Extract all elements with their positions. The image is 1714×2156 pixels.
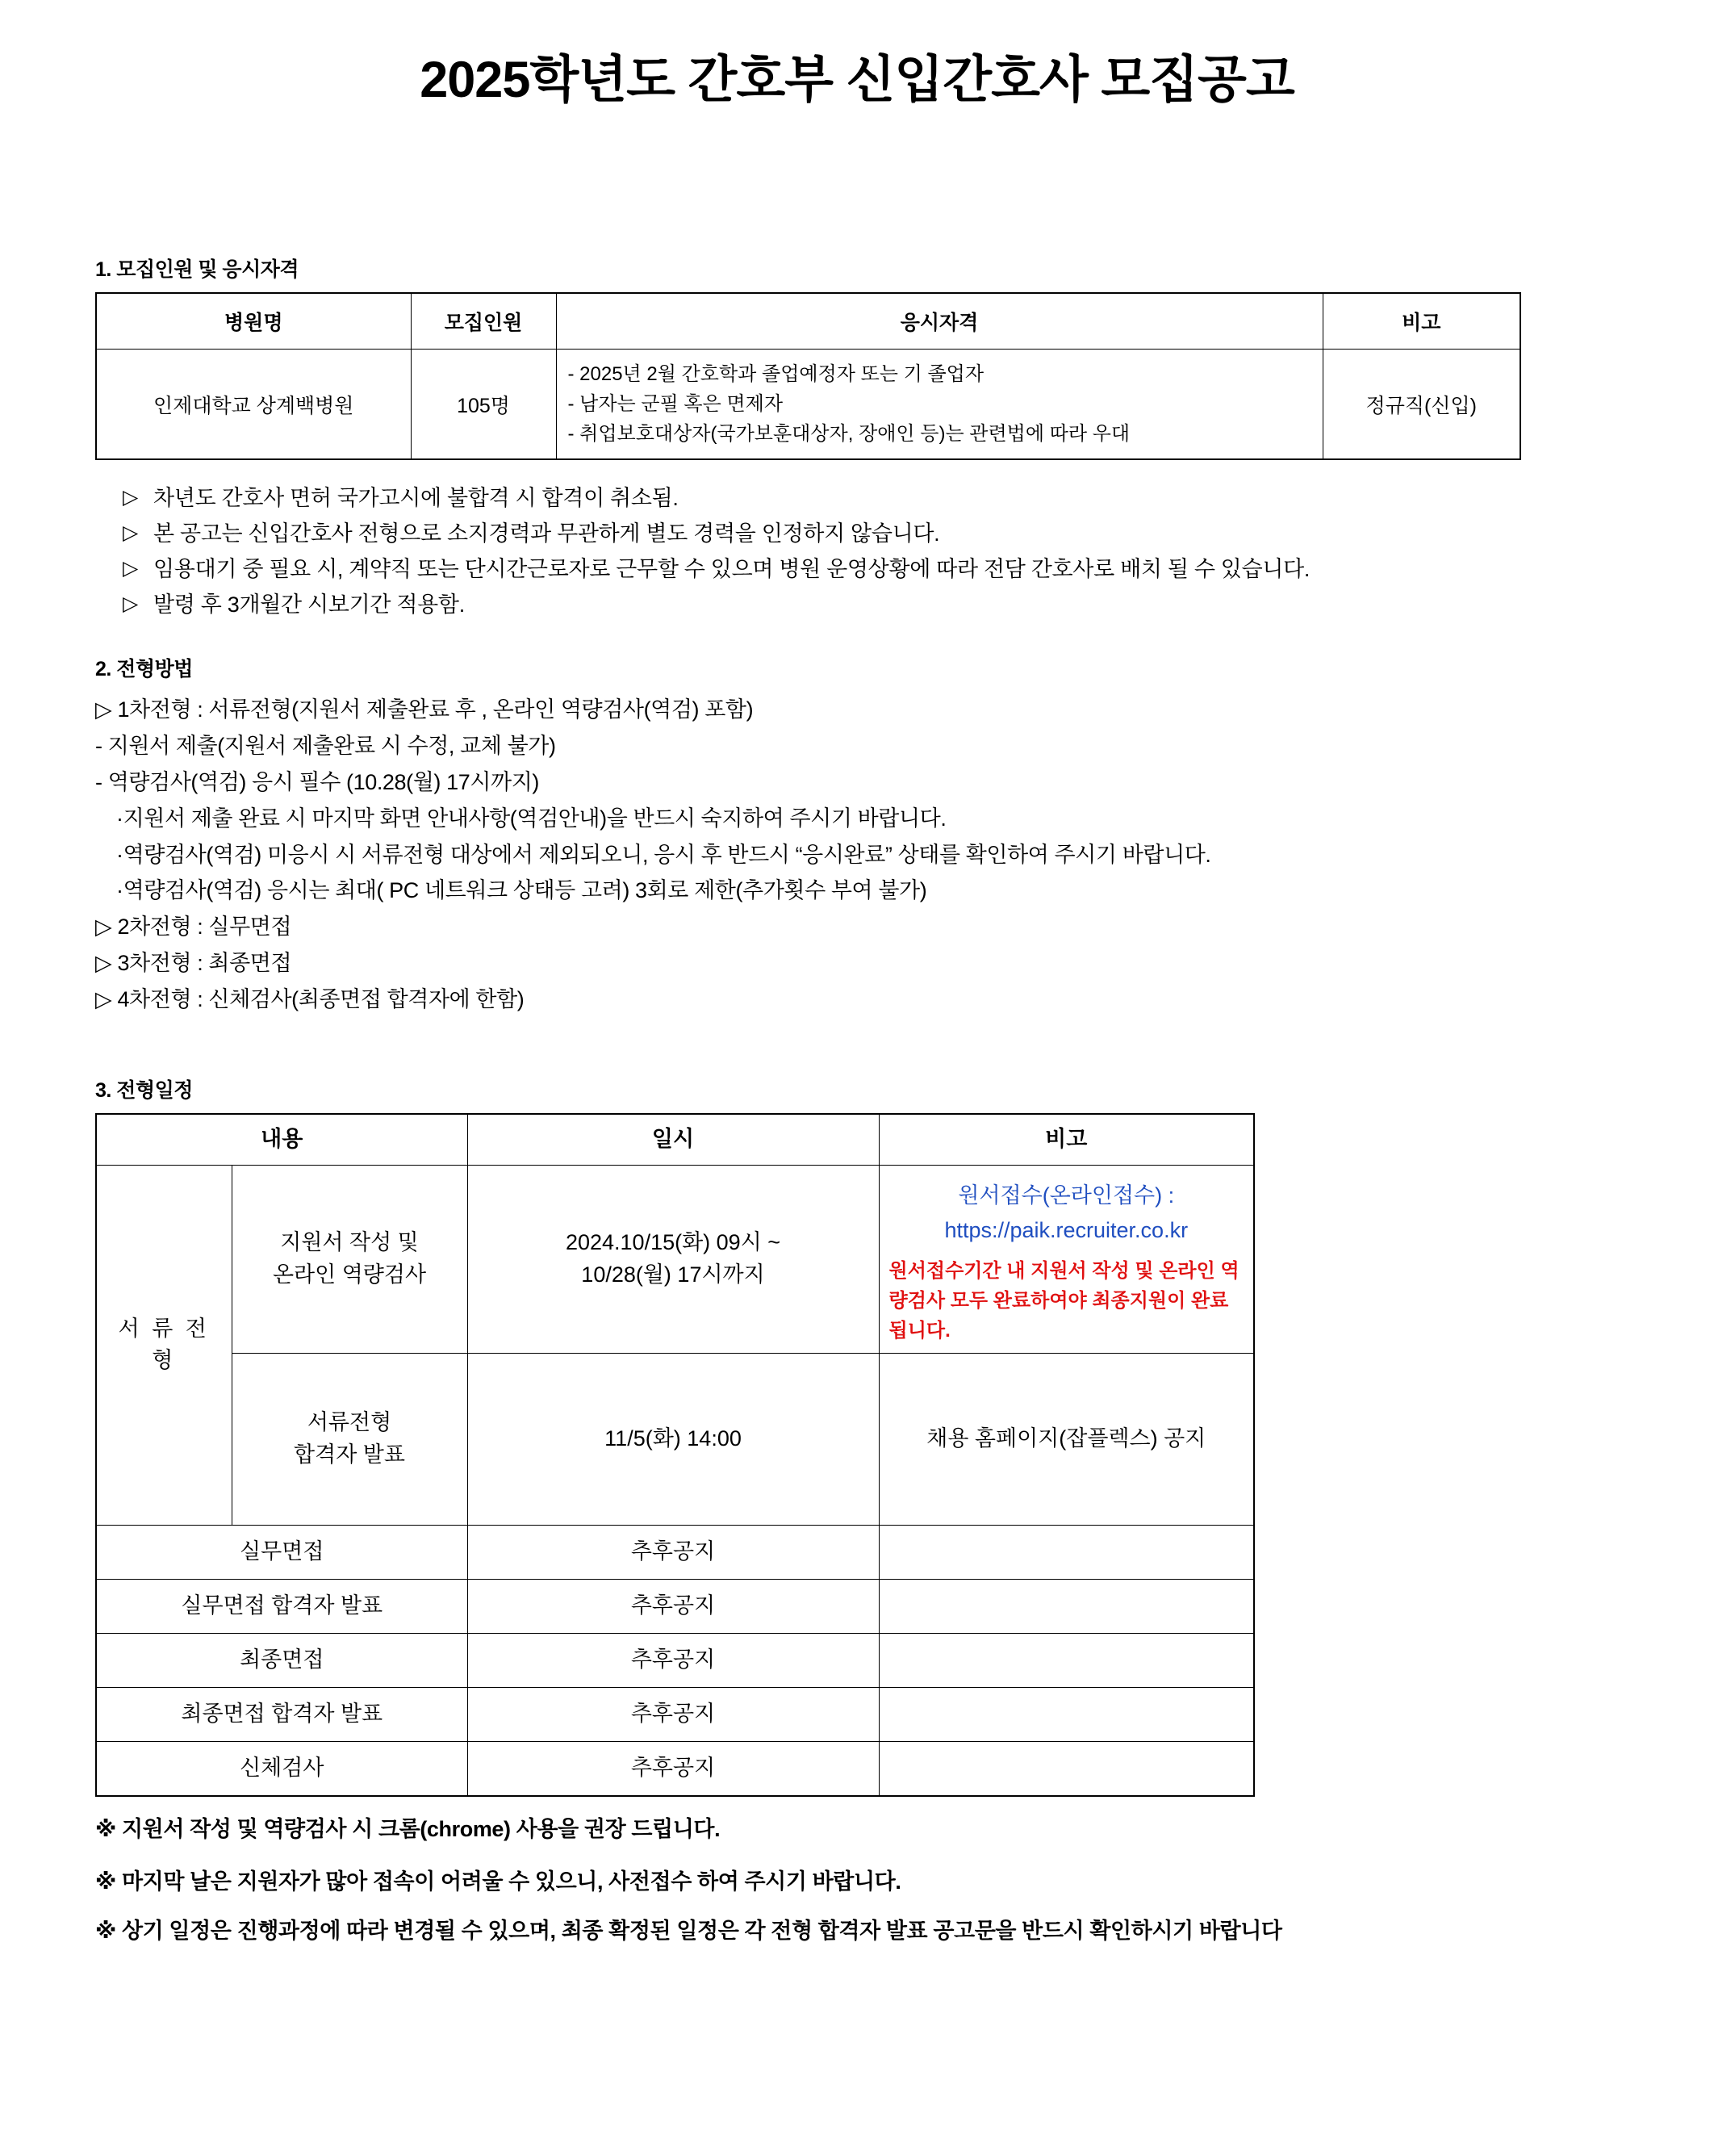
cell-content: 신체검사 [96,1741,467,1796]
table-row [96,349,1520,459]
triangle-icon: ▷ [123,592,138,615]
note-item [95,588,1619,623]
page-title: 2025학년도 간호부 신입간호사 모집공고 [420,52,1294,108]
method-line: ▷ 1차전형 : 서류전형(지원서 제출완료 후 , 온라인 역량검사(역검) 포함) [95,697,754,722]
application-url[interactable]: https://paik.recruiter.co.kr [944,1217,1189,1242]
method-line: ▷ 3차전형 : 최종면접 [95,950,292,975]
cell-date-result: 11/5(화) 14:00 [467,1353,879,1525]
cell-remark [879,1579,1254,1633]
cell-date: 추후공지 [467,1633,879,1687]
col-header-remark: 비고 [1323,293,1520,350]
col-header-remark: 비고 [879,1114,1254,1166]
date-line-2: 10/28(월) 17시까지 [581,1262,765,1287]
schedule-row-simple [96,1525,1254,1579]
cell-content: 실무면접 [96,1525,467,1579]
footnote-item: ※ 마지막 날은 지원자가 많아 접속이 어려울 수 있으니, 사전접수 하여 주시기 바랍니다. [95,1869,901,1894]
section-3-heading: 3. 전형일정 [95,1078,193,1102]
spacer-section-2 [95,622,1619,653]
footnotes [95,1811,1619,1945]
triangle-icon: ▷ [123,486,138,509]
col-header-hospital: 병원명 [96,293,411,350]
section-2-heading: 2. 전형방법 [95,658,193,681]
schedule-row-simple [96,1687,1254,1741]
url-note-label: 원서접수(온라인접수) : [958,1183,1175,1208]
cell-remark [879,1525,1254,1579]
col-header-count: 모집인원 [411,293,556,350]
cell-recruit-count: 105명 [411,349,556,459]
cell-remark [879,1741,1254,1796]
col-header-date: 일시 [467,1114,879,1166]
section-2-lines [95,692,1619,1017]
method-line: ·역량검사(역검) 응시는 최대( PC 네트워크 상태등 고려) 3회로 제한(추가횟수 부여 불가) [116,878,927,903]
spacer-top [95,112,1619,253]
note-text: 발령 후 3개월간 시보기간 적용함. [153,592,465,617]
method-line: ▷ 4차전형 : 신체검사(최종면접 합격자에 한함) [95,986,525,1011]
method-line: - 지원서 제출(지원서 제출완료 시 수정, 교체 불가) [95,734,556,759]
note-item [95,552,1619,588]
schedule-row-simple [96,1741,1254,1796]
cell-remark-application [879,1165,1254,1353]
application-warning-note: 원서접수기간 내 지원서 작성 및 온라인 역량검사 모두 완료하여야 최종지원이 완료됩니다. [888,1259,1240,1342]
note-text: 임용대기 중 필요 시, 계약직 또는 단시간근로자로 근무할 수 있으며 병원 운영상황에 따라 전담 간호사로 배치 될 수 있습니다. [153,556,1311,581]
cell-qualifications [556,349,1323,459]
cell-remark: 정규직(신입) [1323,349,1520,459]
cell-hospital-name: 인제대학교 상계백병원 [96,349,411,459]
content-line-1: 지원서 작성 및 [280,1230,419,1255]
recruitment-table [95,292,1521,461]
col-header-qualification: 응시자격 [556,293,1323,350]
content-line-2: 합격자 발표 [294,1442,405,1467]
footnote-item: ※ 지원서 작성 및 역량검사 시 크롬(chrome) 사용을 권장 드립니다. [95,1816,721,1841]
cell-stage-label: 서 류 전 형 [96,1165,232,1525]
schedule-row-application [96,1165,1254,1353]
triangle-icon: ▷ [123,521,138,545]
schedule-row-simple [96,1579,1254,1633]
qualification-line-1: - 2025년 2월 간호학과 졸업예정자 또는 기 졸업자 [567,362,985,385]
qualification-line-3: - 취업보호대상자(국가보훈대상자, 장애인 등)는 관련법에 따라 우대 [567,423,1131,446]
qualification-line-2: - 남자는 군필 혹은 면제자 [567,392,784,415]
cell-date: 추후공지 [467,1741,879,1796]
content-line-1: 서류전형 [307,1410,392,1435]
cell-date: 추후공지 [467,1687,879,1741]
schedule-table [95,1113,1255,1797]
cell-content-result [232,1353,467,1525]
triangle-icon: ▷ [123,556,138,580]
cell-date-application [467,1165,879,1353]
spacer-section-3 [95,1018,1619,1074]
method-line: ▷ 2차전형 : 실무면접 [95,915,292,940]
method-line: ·역량검사(역검) 미응시 시 서류전형 대상에서 제외되오니, 응시 후 반드시 “응시완료” 상태를 확인하여 주시기 바랍니다. [116,842,1211,867]
cell-content: 최종면접 [96,1633,467,1687]
table-header-row [96,293,1520,350]
schedule-row-result [96,1353,1254,1525]
cell-content: 최종면접 합격자 발표 [96,1687,467,1741]
section-1-notes [95,481,1619,622]
method-line: ·지원서 제출 완료 시 마지막 화면 안내사항(역검안내)을 반드시 숙지하여 주시기 바랍니다. [116,806,947,831]
cell-content-application [232,1165,467,1353]
date-line-1: 2024.10/15(화) 09시 ~ [565,1230,781,1255]
cell-remark [879,1687,1254,1741]
schedule-header-row [96,1114,1254,1166]
note-text: 차년도 간호사 면허 국가고시에 불합격 시 합격이 취소됨. [153,486,679,511]
cell-remark-result: 채용 홈페이지(잡플렉스) 공지 [879,1353,1254,1525]
cell-date: 추후공지 [467,1525,879,1579]
note-item [95,481,1619,517]
note-item [95,517,1619,552]
section-1-heading: 1. 모집인원 및 응시자격 [95,257,299,281]
cell-remark [879,1633,1254,1687]
method-line: - 역량검사(역검) 응시 필수 (10.28(월) 17시까지) [95,769,539,794]
application-url-note [880,1166,1254,1251]
note-text: 본 공고는 신입간호사 전형으로 소지경력과 무관하게 별도 경력을 인정하지 않습니다. [153,521,940,546]
cell-date: 추후공지 [467,1579,879,1633]
col-header-content: 내용 [96,1114,467,1166]
footnote-item: ※ 상기 일정은 진행과정에 따라 변경될 수 있으며, 최종 확정된 일정은 각 전형 합격자 발표 공고문을 반드시 확인하시기 바랍니다 [95,1918,1282,1943]
cell-content: 실무면접 합격자 발표 [96,1579,467,1633]
schedule-row-simple [96,1633,1254,1687]
content-line-2: 온라인 역량검사 [272,1262,427,1287]
